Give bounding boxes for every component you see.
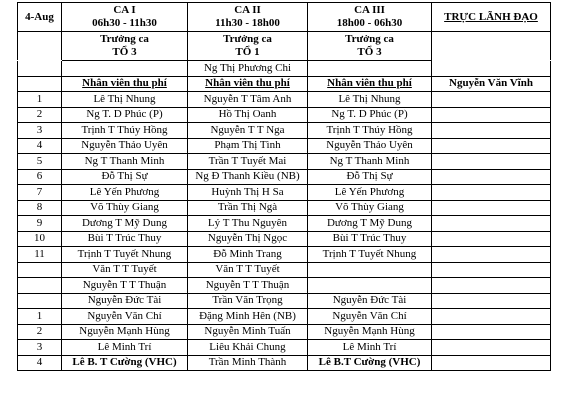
- row-number-cell[interactable]: 10: [18, 231, 62, 247]
- table-row: [18, 200, 551, 216]
- row-number-cell[interactable]: [18, 262, 62, 278]
- shift-2-staff-cell[interactable]: Ng Đ Thanh Kiều (NB): [188, 169, 308, 185]
- table-row: [18, 185, 551, 201]
- table-row: [18, 324, 551, 340]
- shift-3-staff-cell[interactable]: Đỗ Thị Sự: [308, 169, 432, 185]
- shift-2-staff-cell[interactable]: Trần T Tuyết Mai: [188, 154, 308, 170]
- empty-cell[interactable]: [18, 61, 62, 77]
- row-number-cell[interactable]: 2: [18, 107, 62, 123]
- row-number-cell[interactable]: 1: [18, 309, 62, 325]
- leader-empty-cell[interactable]: [432, 169, 551, 185]
- supervisor-shift-1[interactable]: Trưởng ca TỔ 3: [62, 32, 188, 61]
- leader-empty-cell[interactable]: [432, 355, 551, 371]
- row-number-cell[interactable]: 11: [18, 247, 62, 263]
- shift-3-staff-cell[interactable]: Trịnh T Thúy Hồng: [308, 123, 432, 139]
- leader-empty-cell[interactable]: [432, 262, 551, 278]
- shift-1-staff-cell[interactable]: Ng T Thanh Minh: [62, 154, 188, 170]
- table-row: [18, 107, 551, 123]
- shift-2-header[interactable]: [188, 3, 308, 32]
- shift-3-staff-cell[interactable]: Lê Yến Phương: [308, 185, 432, 201]
- leader-empty-cell[interactable]: [432, 200, 551, 216]
- shift-3-staff-cell[interactable]: Nguyễn Văn Chí: [308, 309, 432, 325]
- shift-2-staff-cell[interactable]: Nguyễn T Tâm Anh: [188, 92, 308, 108]
- shift-3-staff-cell[interactable]: Nguyễn Thảo Uyên: [308, 138, 432, 154]
- table-row: [18, 231, 551, 247]
- staff-header-shift-1[interactable]: Nhân viên thu phí: [62, 76, 188, 92]
- row-number-cell[interactable]: 4: [18, 355, 62, 371]
- shift-1-staff-cell[interactable]: Nguyễn Mạnh Hùng: [62, 324, 188, 340]
- shift-1-staff-cell[interactable]: Văn T T Tuyết: [62, 262, 188, 278]
- shift-2-staff-cell[interactable]: Trần Văn Trọng: [188, 293, 308, 309]
- row-number-cell[interactable]: 1: [18, 92, 62, 108]
- shift-3-staff-cell[interactable]: [308, 278, 432, 294]
- shift-3-staff-cell[interactable]: Võ Thùy Giang: [308, 200, 432, 216]
- shift-2-staff-cell[interactable]: Trần Thị Ngà: [188, 200, 308, 216]
- shift-3-staff-cell[interactable]: Bùi T Trúc Thuy: [308, 231, 432, 247]
- table-row: [18, 216, 551, 232]
- empty-cell[interactable]: [308, 61, 432, 77]
- leader-empty-cell[interactable]: [432, 107, 551, 123]
- shift-3-time: 18h00 - 06h30: [336, 17, 403, 29]
- shift-2-staff-cell[interactable]: Văn T T Tuyết: [188, 262, 308, 278]
- row-number-cell[interactable]: 2: [18, 324, 62, 340]
- shift-3-staff-cell[interactable]: Ng T. D Phúc (P): [308, 107, 432, 123]
- shift-2-staff-cell[interactable]: Nguyễn Thị Ngọc: [188, 231, 308, 247]
- shift-1-staff-cell[interactable]: Lê B. T Cường (VHC): [62, 355, 188, 371]
- row-number-cell[interactable]: 3: [18, 340, 62, 356]
- table-row: [18, 123, 551, 139]
- shift-3-staff-cell[interactable]: Ng T Thanh Minh: [308, 154, 432, 170]
- shift-2-staff-cell[interactable]: Nguyễn Minh Tuấn: [188, 324, 308, 340]
- table-row: [18, 309, 551, 325]
- table-row: [18, 262, 551, 278]
- shift-1-staff-cell[interactable]: Dương T Mỹ Dung: [62, 216, 188, 232]
- leader-empty-cell[interactable]: [432, 324, 551, 340]
- empty-cell[interactable]: [18, 76, 62, 92]
- row-number-cell[interactable]: 4: [18, 138, 62, 154]
- header-row: [18, 3, 551, 32]
- leader-empty-cell[interactable]: [432, 293, 551, 309]
- shift-2-staff-cell[interactable]: Nguyễn T T Thuận: [188, 278, 308, 294]
- leader-empty-cell[interactable]: [432, 216, 551, 232]
- supervisor-shift-3[interactable]: Trưởng ca TỔ 3: [308, 32, 432, 61]
- supervisor-shift-2[interactable]: Trưởng ca TỔ 1: [188, 32, 308, 61]
- table-row: [18, 293, 551, 309]
- table-row: [18, 278, 551, 294]
- shift-1-staff-cell[interactable]: Nguyễn Văn Chí: [62, 309, 188, 325]
- shift-1-staff-cell[interactable]: Lê Minh Trí: [62, 340, 188, 356]
- shift-3-staff-cell[interactable]: Lê B.T Cường (VHC): [308, 355, 432, 371]
- shift-1-staff-cell[interactable]: Nguyễn Đức Tài: [62, 293, 188, 309]
- shift-3-name: CA III: [354, 4, 385, 16]
- row-number-cell[interactable]: 5: [18, 154, 62, 170]
- leader-empty-cell[interactable]: [432, 92, 551, 108]
- table-row: [18, 247, 551, 263]
- shift-1-staff-cell[interactable]: Bùi T Trúc Thuy: [62, 231, 188, 247]
- empty-cell[interactable]: [62, 61, 188, 77]
- table-row: [18, 355, 551, 371]
- shift-1-name: CA I: [113, 4, 136, 16]
- row-number-cell[interactable]: 8: [18, 200, 62, 216]
- leader-empty-cell[interactable]: [432, 154, 551, 170]
- shift-1-staff-cell[interactable]: Ng T. D Phúc (P): [62, 107, 188, 123]
- shift-2-staff-cell[interactable]: Liêu Khải Chung: [188, 340, 308, 356]
- leader-column-header[interactable]: TRỰC LÃNH ĐẠO: [432, 3, 551, 32]
- leader-empty-cell[interactable]: [432, 278, 551, 294]
- shift-2-time: 11h30 - 18h00: [215, 17, 280, 29]
- shift-3-staff-cell[interactable]: Nguyễn Đức Tài: [308, 293, 432, 309]
- shift-1-staff-cell[interactable]: Võ Thùy Giang: [62, 200, 188, 216]
- row-number-cell[interactable]: 7: [18, 185, 62, 201]
- shift-2-staff-cell[interactable]: Nguyễn T T Nga: [188, 123, 308, 139]
- row-number-cell[interactable]: 6: [18, 169, 62, 185]
- leader-empty-cell[interactable]: [432, 309, 551, 325]
- leader-empty-cell[interactable]: [432, 340, 551, 356]
- empty-cell[interactable]: [18, 32, 62, 61]
- staff-header-row: [18, 76, 551, 92]
- shift-3-staff-cell[interactable]: Nguyễn Mạnh Hùng: [308, 324, 432, 340]
- shift-1-staff-cell[interactable]: Đỗ Thị Sự: [62, 169, 188, 185]
- staff-rows: [18, 92, 551, 371]
- schedule-table: [17, 2, 551, 371]
- row-number-cell[interactable]: 9: [18, 216, 62, 232]
- leader-name-cell[interactable]: Nguyễn Văn Vĩnh: [432, 76, 551, 92]
- table-row: [18, 138, 551, 154]
- table-row: [18, 169, 551, 185]
- shift-1-staff-cell[interactable]: Nguyễn T T Thuận: [62, 278, 188, 294]
- date-cell[interactable]: 4-Aug: [18, 3, 62, 32]
- leader-empty-cell[interactable]: [432, 138, 551, 154]
- leader-empty-cell[interactable]: [432, 185, 551, 201]
- extra-name-cell[interactable]: Ng Thị Phương Chi: [188, 61, 308, 77]
- row-number-cell[interactable]: 3: [18, 123, 62, 139]
- staff-header-shift-3[interactable]: Nhân viên thu phí: [308, 76, 432, 92]
- shift-2-staff-cell[interactable]: Đặng Minh Hên (NB): [188, 309, 308, 325]
- empty-cell[interactable]: [432, 61, 551, 77]
- shift-2-staff-cell[interactable]: Hồ Thị Oanh: [188, 107, 308, 123]
- shift-3-staff-cell[interactable]: Dương T Mỹ Dung: [308, 216, 432, 232]
- table-row: [18, 92, 551, 108]
- shift-2-staff-cell[interactable]: Phạm Thị Tình: [188, 138, 308, 154]
- leader-empty-cell[interactable]: [432, 231, 551, 247]
- leader-empty-cell[interactable]: [432, 247, 551, 263]
- shift-3-staff-cell[interactable]: Trịnh T Tuyết Nhung: [308, 247, 432, 263]
- shift-1-staff-cell[interactable]: Lê Yến Phương: [62, 185, 188, 201]
- shift-3-staff-cell[interactable]: [308, 262, 432, 278]
- shift-1-header[interactable]: [62, 3, 188, 32]
- supervisor-row: [18, 32, 551, 61]
- shift-2-staff-cell[interactable]: Trần Minh Thành: [188, 355, 308, 371]
- leader-empty-cell[interactable]: [432, 123, 551, 139]
- shift-3-staff-cell[interactable]: Lê Thị Nhung: [308, 92, 432, 108]
- shift-3-header[interactable]: [308, 3, 432, 32]
- shift-2-name: CA II: [234, 4, 261, 16]
- table-row: [18, 154, 551, 170]
- shift-3-staff-cell[interactable]: Lê Minh Trí: [308, 340, 432, 356]
- shift-1-staff-cell[interactable]: Nguyễn Thảo Uyên: [62, 138, 188, 154]
- table-row: [18, 340, 551, 356]
- empty-cell[interactable]: [432, 32, 551, 61]
- shift-1-staff-cell[interactable]: Trịnh T Tuyết Nhung: [62, 247, 188, 263]
- shift-2-staff-cell[interactable]: Lý T Thu Nguyên: [188, 216, 308, 232]
- row-number-cell[interactable]: [18, 278, 62, 294]
- extra-row: [18, 61, 551, 77]
- row-number-cell[interactable]: [18, 293, 62, 309]
- shift-1-staff-cell[interactable]: Trịnh T Thúy Hồng: [62, 123, 188, 139]
- shift-2-staff-cell[interactable]: Đỗ Minh Trang: [188, 247, 308, 263]
- shift-1-staff-cell[interactable]: Lê Thị Nhung: [62, 92, 188, 108]
- staff-header-shift-2[interactable]: Nhân viên thu phí: [188, 76, 308, 92]
- shift-1-time: 06h30 - 11h30: [92, 17, 157, 29]
- shift-2-staff-cell[interactable]: Huỳnh Thị H Sa: [188, 185, 308, 201]
